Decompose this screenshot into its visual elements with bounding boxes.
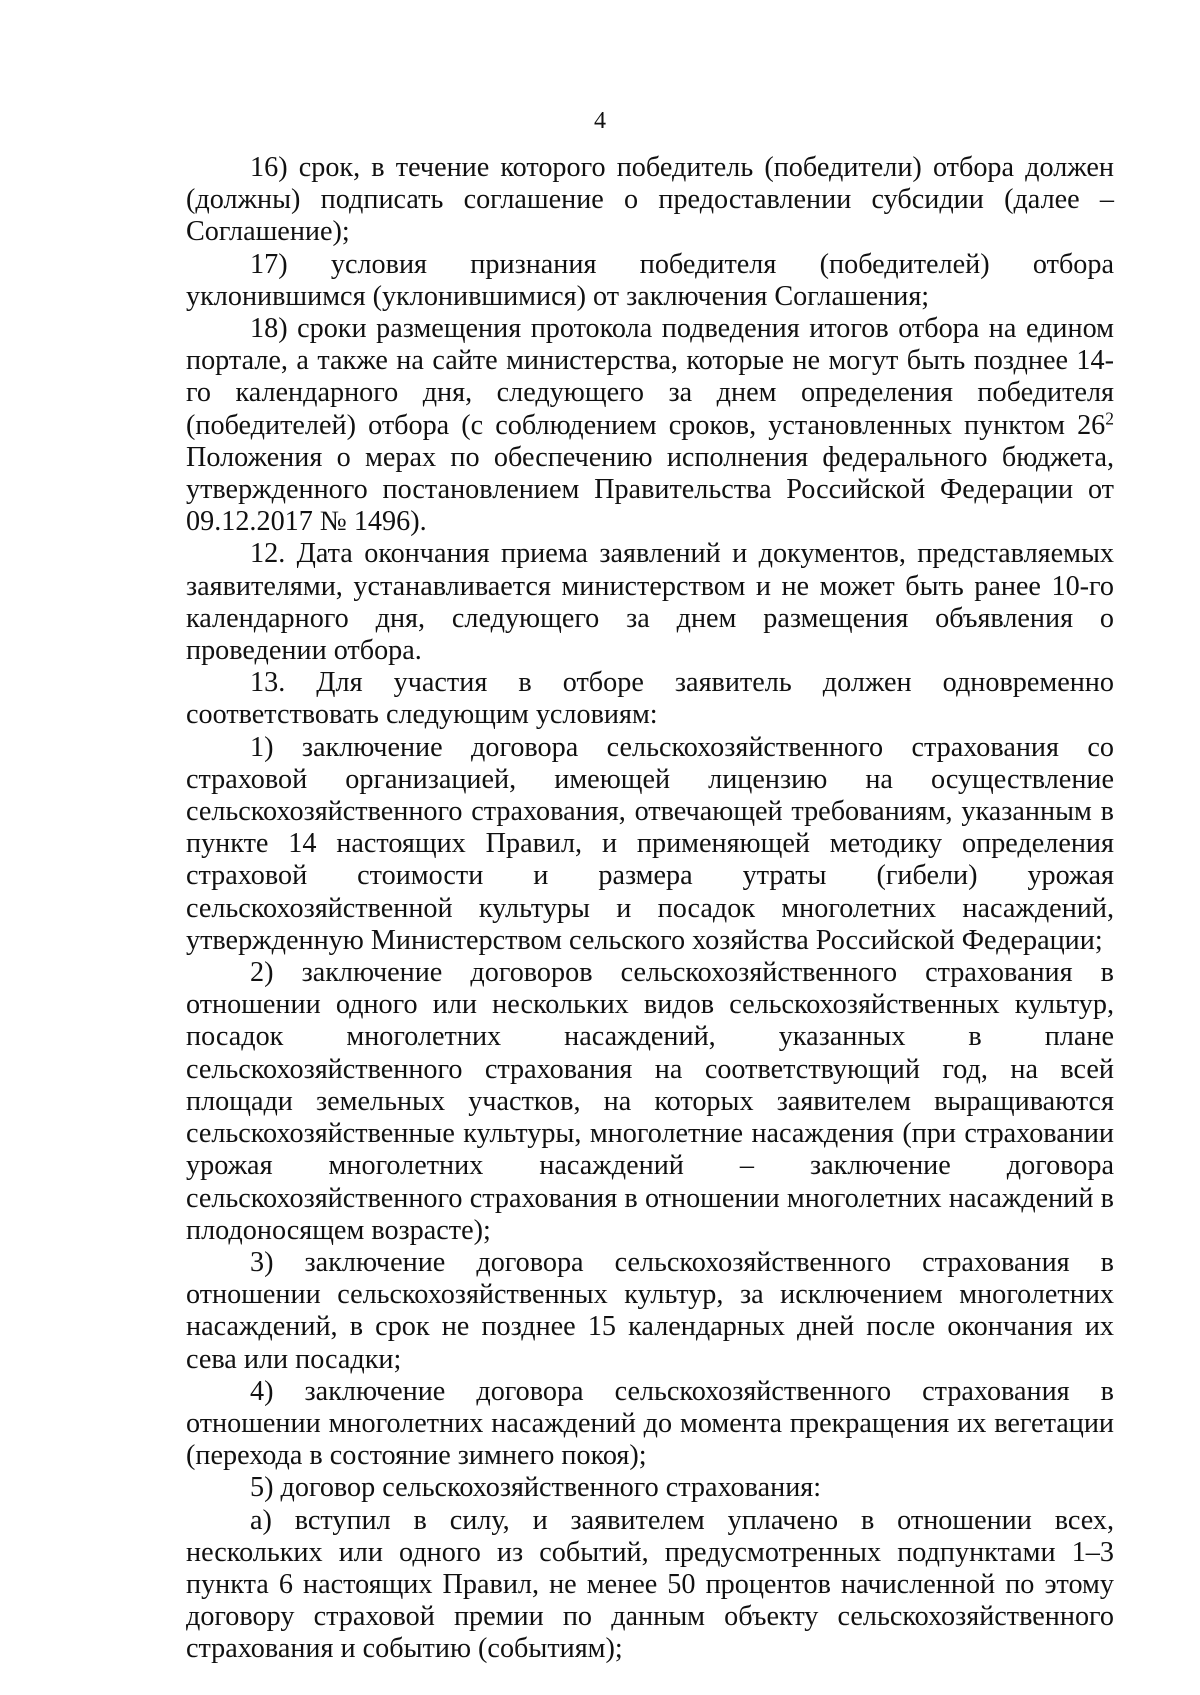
paragraph-item-16: 16) срок, в течение которого победитель (победители) отбора должен (должны) подписать соглашение о предоставлении субсидии (далее – Соглашение); xyxy=(186,152,1114,248)
condition-item-5: 5) договор сельскохозяйственного страхования: xyxy=(250,1472,822,1504)
superscript-index: 2 xyxy=(1105,408,1114,429)
condition-item-5a: а) вступил в силу, и заявителем уплачено в отношении всех, нескольких или одного из событий, предусмотренных подпунктами 1–3 пункта 6 настоящих Правил, не менее 50 процентов начисленной по этому договору страховой премии по данным объекту сельскохозяйственного страхования и событию (событиям); xyxy=(186,1504,1114,1665)
page-number: 4 xyxy=(594,108,606,134)
paragraph-clause-12: 12. Дата окончания приема заявлений и документов, представляемых заявителями, устанавливается министерством и не может быть ранее 10-го календарного дня, следующего за днем размещения объявления о проведении отбора. xyxy=(186,538,1114,667)
condition-item-4: 4) заключение договора сельскохозяйственного страхования в отношении многолетних насаждений до момента прекращения их вегетации (перехода в состояние зимнего покоя); xyxy=(186,1375,1114,1472)
paragraph-item-18-text: 18) сроки размещения протокола подведения итогов отбора на едином портале, а также на сайте министерства, которые не могут быть позднее 14-го календарного дня, следующего за днем определения победителя (победителей) отбора (с соблюдением сроков, установленных пунктом 26 xyxy=(186,313,1114,441)
condition-item-3: 3) заключение договора сельскохозяйственного страхования в отношении сельскохозяйственных культур, за исключением многолетних насаждений, в срок не позднее 15 календарных дней после окончания их сева или посадки; xyxy=(186,1246,1114,1375)
paragraph-clause-13: 13. Для участия в отборе заявитель должен одновременно соответствовать следующим условиям: xyxy=(186,667,1114,731)
condition-item-1: 1) заключение договора сельскохозяйственного страхования со страховой организацией, имеющей лицензию на осуществление сельскохозяйственного страхования, отвечающей требованиям, указанным в пункте 14 настоящих Правил, и применяющей методику определения страховой стоимости и размера утраты (гибели) урожая сельскохозяйственной культуры и посадок многолетних насаждений, утвержденную Министерством сельского хозяйства Российской Федерации; xyxy=(186,731,1114,956)
paragraph-item-18 xyxy=(186,313,1114,538)
paragraph-item-18-text-continued: Положения о мерах по обеспечению исполнения федерального бюджета, утвержденного постановлением Правительства Российской Федерации от 09.12.2017 № 1496). xyxy=(186,441,1114,538)
paragraph-item-17: 17) условия признания победителя (победителей) отбора уклонившимся (уклонившимися) от заключения Соглашения; xyxy=(186,248,1114,312)
document-body xyxy=(186,152,1114,1666)
condition-item-2: 2) заключение договоров сельскохозяйственного страхования в отношении одного или нескольких видов сельскохозяйственных культур, посадок многолетних насаждений, указанных в плане сельскохозяйственного страхования на соответствующий год, на всей площади земельных участков, на которых заявителем выращиваются сельскохозяйственные культуры, многолетние насаждения (при страховании урожая многолетних насаждений – заключение договора сельскохозяйственного страхования в отношении многолетних насаждений в плодоносящем возрасте); xyxy=(186,957,1114,1246)
